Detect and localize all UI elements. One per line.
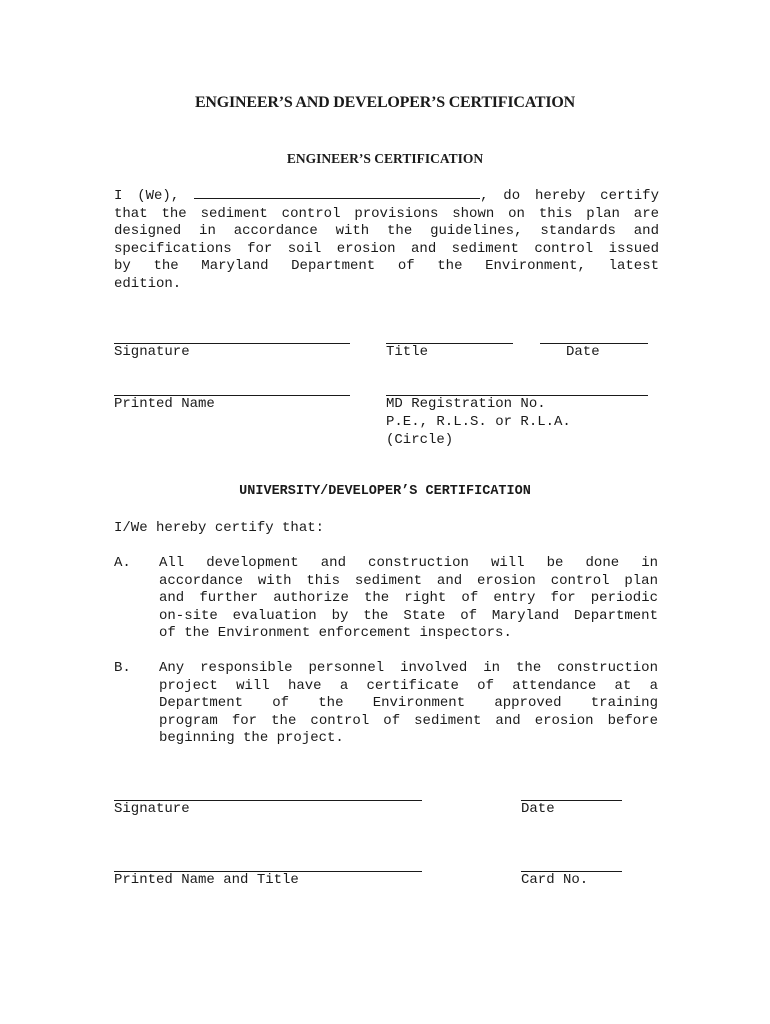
developer-signature-label: Signature — [114, 801, 190, 817]
item-text — [159, 555, 658, 643]
engineer-printed-name-label: Printed Name — [114, 396, 215, 412]
item-b-line-5: beginning the project. — [159, 730, 344, 746]
item-a-line-5: of the Environment enforcement inspectors. — [159, 625, 512, 641]
engineer-title-label: Title — [386, 344, 429, 360]
developer-date-label: Date — [521, 801, 555, 817]
statement-line-2: that the sediment control provisions shown on this plan are — [114, 205, 659, 222]
item-letter: B. — [114, 660, 131, 676]
engineer-date-label: Date — [566, 344, 600, 360]
item-b-line-2: project will have a certificate of attendance at a — [159, 677, 658, 694]
statement-prefix: I (We), — [114, 188, 195, 204]
statement-line-4: specifications for soil erosion and sediment control issued — [114, 240, 659, 257]
engineer-certification-statement — [114, 186, 659, 293]
engineer-signature-label: Signature — [114, 344, 190, 360]
developer-card-no-label: Card No. — [521, 872, 589, 888]
statement-line-6: edition. — [114, 275, 182, 292]
statement-line-5: by the Maryland Department of the Environment, latest — [114, 258, 659, 274]
item-a-line-4: on-site evaluation by the State of Maryland Department — [159, 607, 658, 624]
item-b-line-4: program for the control of sediment and erosion before — [159, 712, 658, 729]
registration-types: P.E., R.L.S. or R.L.A. — [386, 414, 571, 430]
md-registration-label: MD Registration No. — [386, 396, 546, 412]
developer-certification-heading: UNIVERSITY/DEVELOPER’S CERTIFICATION — [239, 484, 531, 499]
engineer-certification-heading: ENGINEER’S CERTIFICATION — [286, 151, 484, 166]
item-letter: A. — [114, 555, 131, 571]
item-text — [159, 660, 658, 748]
developer-intro: I/We hereby certify that: — [114, 520, 325, 536]
statement-line-1 — [114, 186, 659, 206]
engineer-name-blank[interactable] — [194, 186, 480, 199]
registration-note: (Circle) — [386, 432, 454, 448]
item-a-line-2: accordance with this sediment and erosion control plan — [159, 572, 658, 589]
document-title: ENGINEER’S AND DEVELOPER’S CERTIFICATION — [194, 94, 576, 111]
developer-printed-name-title-label: Printed Name and Title — [114, 872, 299, 888]
item-a-line-1: All development and construction will be done in — [159, 555, 658, 571]
item-b-line-1: Any responsible personnel involved in the construction — [159, 660, 658, 676]
statement-line-3: designed in accordance with the guidelines, standards and — [114, 223, 659, 239]
item-a-line-3: and further authorize the right of entry for periodic — [159, 590, 658, 606]
statement-suffix: , do hereby certify — [480, 188, 659, 204]
item-b-line-3: Department of the Environment approved training — [159, 695, 658, 711]
